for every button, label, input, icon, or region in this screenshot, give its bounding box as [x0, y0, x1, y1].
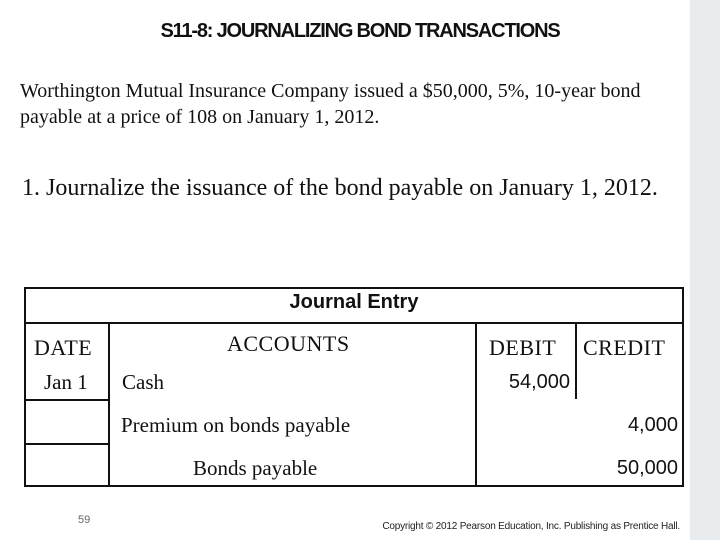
debit-column-divider [475, 323, 477, 486]
row-account: Bonds payable [193, 456, 318, 480]
row-debit: 54,000 [508, 371, 570, 393]
title-separator [24, 322, 684, 324]
table-top-border [24, 287, 684, 289]
slide-title: S11-8: JOURNALIZING BOND TRANSACTIONS [160, 20, 560, 42]
row-separator [24, 399, 108, 401]
credit-column-divider [575, 323, 577, 399]
copyright-notice: Copyright © 2012 Pearson Education, Inc. Publishing as Prentice Hall. [382, 521, 680, 532]
right-decorative-bar [690, 0, 720, 540]
row-account: Premium on bonds payable [121, 413, 351, 437]
problem-statement: Worthington Mutual Insurance Company issued a $50,000, 5%, 10-year bond payable at a price of 108 on January 1, 2012. [20, 80, 641, 128]
row-credit: 50,000 [616, 457, 678, 479]
header-credit: CREDIT [583, 335, 666, 360]
header-date: DATE [34, 335, 93, 360]
journal-title: Journal Entry [289, 291, 419, 313]
header-debit: DEBIT [489, 335, 557, 360]
row-date: Jan 1 [44, 370, 88, 394]
table-left-border [24, 287, 26, 487]
header-accounts: ACCOUNTS [227, 331, 350, 356]
row-separator [24, 443, 108, 445]
page-number: 59 [78, 514, 91, 526]
question-text: 1. Journalize the issuance of the bond payable on January 1, 2012. [22, 175, 658, 201]
table-right-border [682, 287, 684, 487]
table-bottom-border [24, 485, 684, 487]
row-account: Cash [122, 370, 164, 394]
row-credit: 4,000 [627, 414, 678, 436]
journal-entry-table [24, 287, 684, 487]
date-column-divider [108, 323, 110, 486]
